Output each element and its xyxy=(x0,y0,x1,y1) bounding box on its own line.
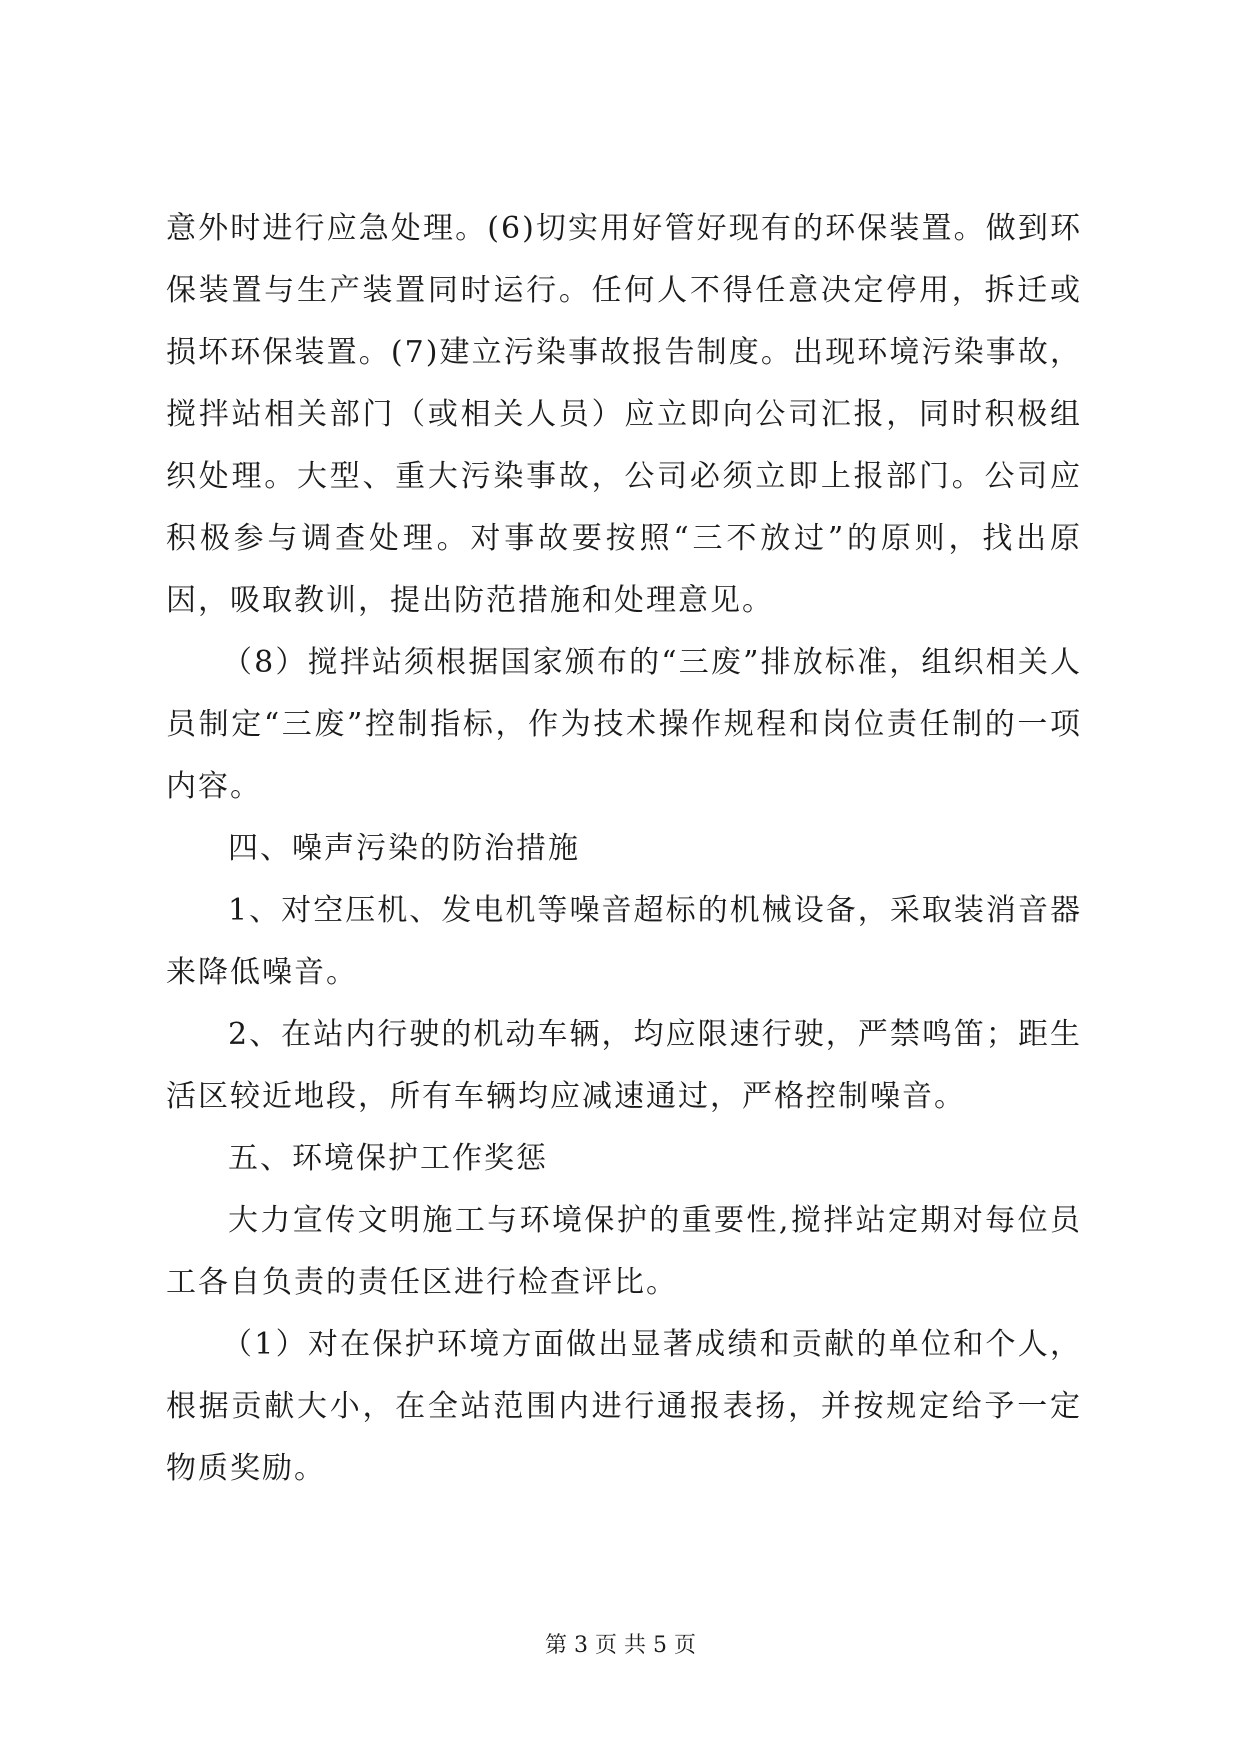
paragraph-noise-2: 2、在站内行驶的机动车辆，均应限速行驶，严禁鸣笛；距生活区较近地段，所有车辆均应减速通过，严格控制噪音。 xyxy=(166,1017,1082,1114)
paragraph-rewards-intro: 大力宣传文明施工与环境保护的重要性,搅拌站定期对每位员工各自负责的责任区进行检查评比。 xyxy=(166,1203,1082,1300)
document-body xyxy=(166,198,1082,1500)
paragraph-item-8: （8）搅拌站须根据国家颁布的“三废”排放标准，组织相关人员制定“三废”控制指标，作为技术操作规程和岗位责任制的一项内容。 xyxy=(166,645,1082,804)
section-heading-noise: 四、噪声污染的防治措施 xyxy=(228,831,580,866)
paragraph-rewards-1: （1）对在保护环境方面做出显著成绩和贡献的单位和个人，根据贡献大小，在全站范围内进行通报表扬，并按规定给予一定物质奖励。 xyxy=(166,1327,1082,1486)
paragraph-continuation: 意外时进行应急处理。(6)切实用好管好现有的环保装置。做到环保装置与生产装置同时运行。任何人不得任意决定停用，拆迁或损坏环保装置。(7)建立污染事故报告制度。出现环境污染事故，搅拌站相关部门（或相关人员）应立即向公司汇报，同时积极组织处理。大型、重大污染事故，公司必须立即上报部门。公司应积极参与调查处理。对事故要按照“三不放过”的原则，找出原因，吸取教训，提出防范措施和处理意见。 xyxy=(166,211,1082,618)
paragraph-noise-1: 1、对空压机、发电机等噪音超标的机械设备，采取装消音器来降低噪音。 xyxy=(166,893,1082,990)
page-footer: 第 3 页 共 5 页 xyxy=(545,1633,696,1658)
section-heading-rewards: 五、环境保护工作奖惩 xyxy=(228,1141,548,1176)
